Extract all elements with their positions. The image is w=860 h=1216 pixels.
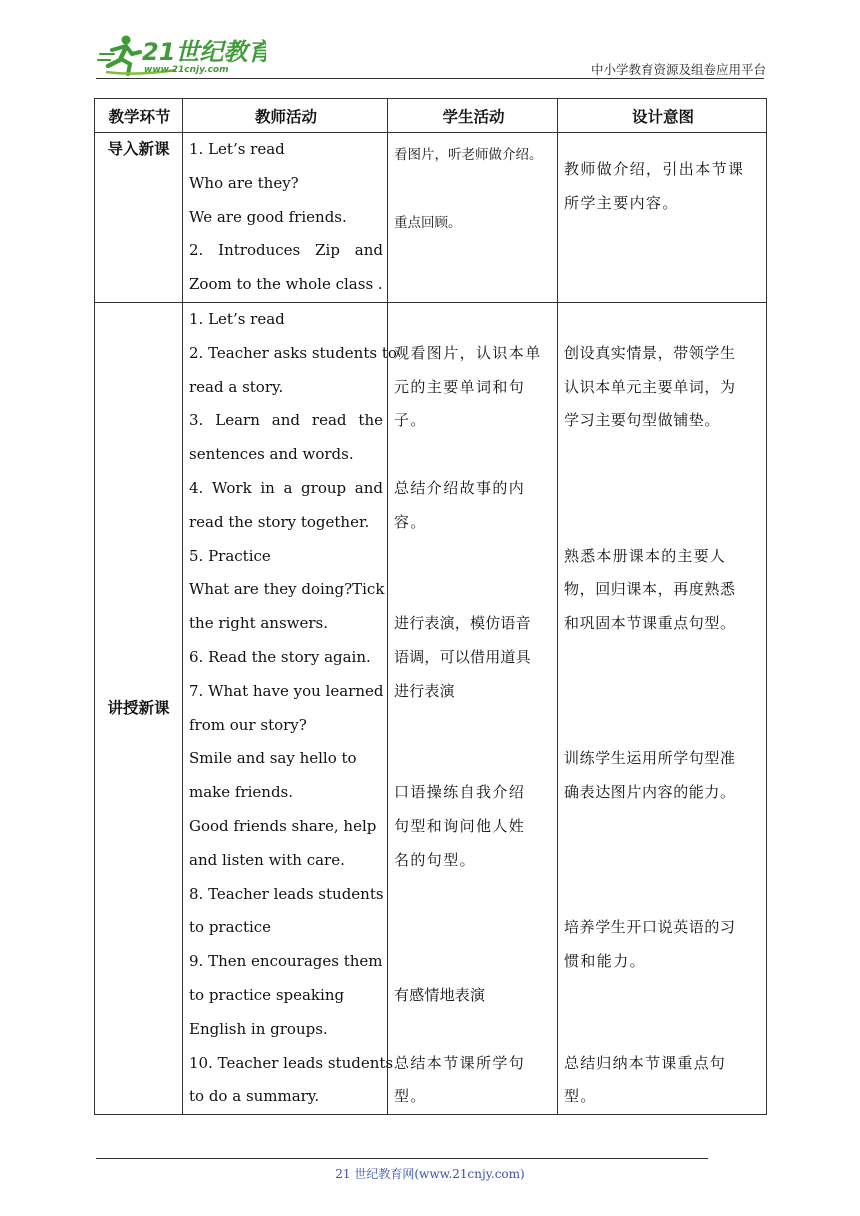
stage-label: 讲授新课	[107, 698, 170, 717]
list-item: 名的句型。	[394, 850, 477, 869]
table-header-row	[95, 99, 767, 133]
list-item: 1. Let’s read	[189, 140, 285, 158]
svg-text:www.21cnjy.com: www.21cnjy.com	[144, 65, 229, 75]
list-item: 6. Read the story again.	[189, 647, 371, 666]
list-item: 训练学生运用所学句型准	[564, 749, 736, 768]
list-item: 进行表演	[394, 681, 455, 700]
list-item: English in groups.	[189, 1019, 328, 1038]
list-item: 总结介绍故事的内	[394, 478, 526, 497]
list-item: 教师做介绍，引出本节课	[564, 160, 745, 178]
student-activity-cell	[388, 133, 558, 303]
list-item: 物，回归课本，再度熟悉	[564, 580, 736, 599]
column-header-student: 学生活动	[388, 99, 558, 133]
list-item: read the story together.	[189, 512, 370, 531]
list-item: 所学主要内容。	[564, 193, 679, 212]
list-item: to practice	[189, 918, 272, 937]
header-divider	[96, 78, 764, 79]
stage-cell	[95, 302, 183, 1114]
list-item: 9. Then encourages them	[189, 952, 383, 971]
list-item: 惯和能力。	[564, 952, 647, 971]
list-item: What are they doing?Tick	[189, 580, 385, 599]
column-header-teacher: 教师活动	[183, 99, 388, 133]
list-item: 总结归纳本节课重点句	[564, 1053, 727, 1072]
list-item: 有感情地表演	[394, 985, 486, 1004]
list-item: 学习主要句型做铺垫。	[564, 411, 721, 430]
stage-cell	[95, 133, 183, 303]
list-item: and listen with care.	[189, 850, 345, 869]
list-item: Good friends share, help	[189, 816, 377, 835]
list-item: 型。	[394, 1087, 427, 1106]
list-item: 4. Work in a group and	[189, 478, 383, 497]
svg-text:21世纪教育: 21世纪教育	[142, 38, 266, 66]
list-item: 重点回顾。	[394, 214, 462, 231]
list-item: We are good friends.	[189, 207, 347, 226]
list-item: 总结本节课所学句	[394, 1053, 526, 1072]
list-item: 3. Learn and read the	[189, 411, 383, 430]
list-item: 10. Teacher leads students	[189, 1053, 394, 1072]
list-item: 培养学生开口说英语的习	[564, 918, 736, 937]
teacher-activity-cell	[183, 133, 388, 303]
list-item: 看图片，听老师做介绍。	[394, 147, 543, 163]
list-item: 子。	[394, 411, 427, 430]
design-intent-cell	[558, 133, 767, 303]
column-header-stage: 教学环节	[95, 99, 183, 133]
list-item: 8. Teacher leads students	[189, 884, 384, 903]
list-item: 2. Teacher asks students to	[189, 343, 397, 362]
list-item: Who are they?	[189, 173, 299, 192]
list-item: 2. Introduces Zip and	[189, 241, 383, 260]
list-item: 1. Let’s read	[189, 309, 285, 328]
list-item: 5. Practice	[189, 546, 271, 565]
design-intent-cell	[558, 302, 767, 1114]
table-row	[95, 302, 767, 1114]
list-item: 元的主要单词和句	[394, 377, 526, 396]
list-item: sentences and words.	[189, 445, 354, 464]
list-item: to practice speaking	[189, 985, 345, 1004]
platform-name: 中小学教育资源及组卷应用平台	[590, 62, 766, 77]
stage-label: 导入新课	[107, 140, 170, 158]
list-item: 创设真实情景，带领学生	[564, 343, 736, 362]
brand-logo	[96, 32, 266, 76]
list-item: Smile and say hello to	[189, 749, 357, 768]
list-item: 口语操练自我介绍	[394, 783, 526, 802]
list-item: 7. What have you learned	[189, 681, 384, 700]
list-item: 观看图片，认识本单	[394, 343, 542, 362]
runner-logo-icon	[96, 32, 266, 76]
list-item: read a story.	[189, 377, 284, 396]
list-item: 型。	[564, 1087, 597, 1106]
list-item: from our story?	[189, 715, 307, 734]
lesson-plan-table	[94, 98, 767, 1115]
student-activity-cell	[388, 302, 558, 1114]
teacher-activity-cell	[183, 302, 397, 1114]
footer-divider	[96, 1158, 708, 1159]
list-item: 语调，可以借用道具	[394, 647, 531, 666]
list-item: make friends.	[189, 783, 294, 802]
list-item: 确表达图片内容的能力。	[564, 783, 736, 802]
list-item: 句型和询问他人姓	[394, 816, 526, 835]
list-item: Zoom to the whole class .	[189, 275, 383, 294]
page-footer: 21 世纪教育网(www.21cnjy.com)	[335, 1167, 525, 1181]
list-item: 熟悉本册课本的主要人	[564, 546, 727, 565]
list-item: 和巩固本节课重点句型。	[564, 614, 736, 633]
table-row	[95, 133, 767, 303]
list-item: 进行表演，模仿语音	[394, 614, 531, 633]
list-item: 认识本单元主要单词，为	[564, 377, 736, 396]
column-header-intent: 设计意图	[558, 99, 767, 133]
page-header	[96, 32, 766, 80]
list-item: 容。	[394, 512, 427, 531]
list-item: the right answers.	[189, 614, 329, 633]
list-item: to do a summary.	[189, 1087, 320, 1106]
